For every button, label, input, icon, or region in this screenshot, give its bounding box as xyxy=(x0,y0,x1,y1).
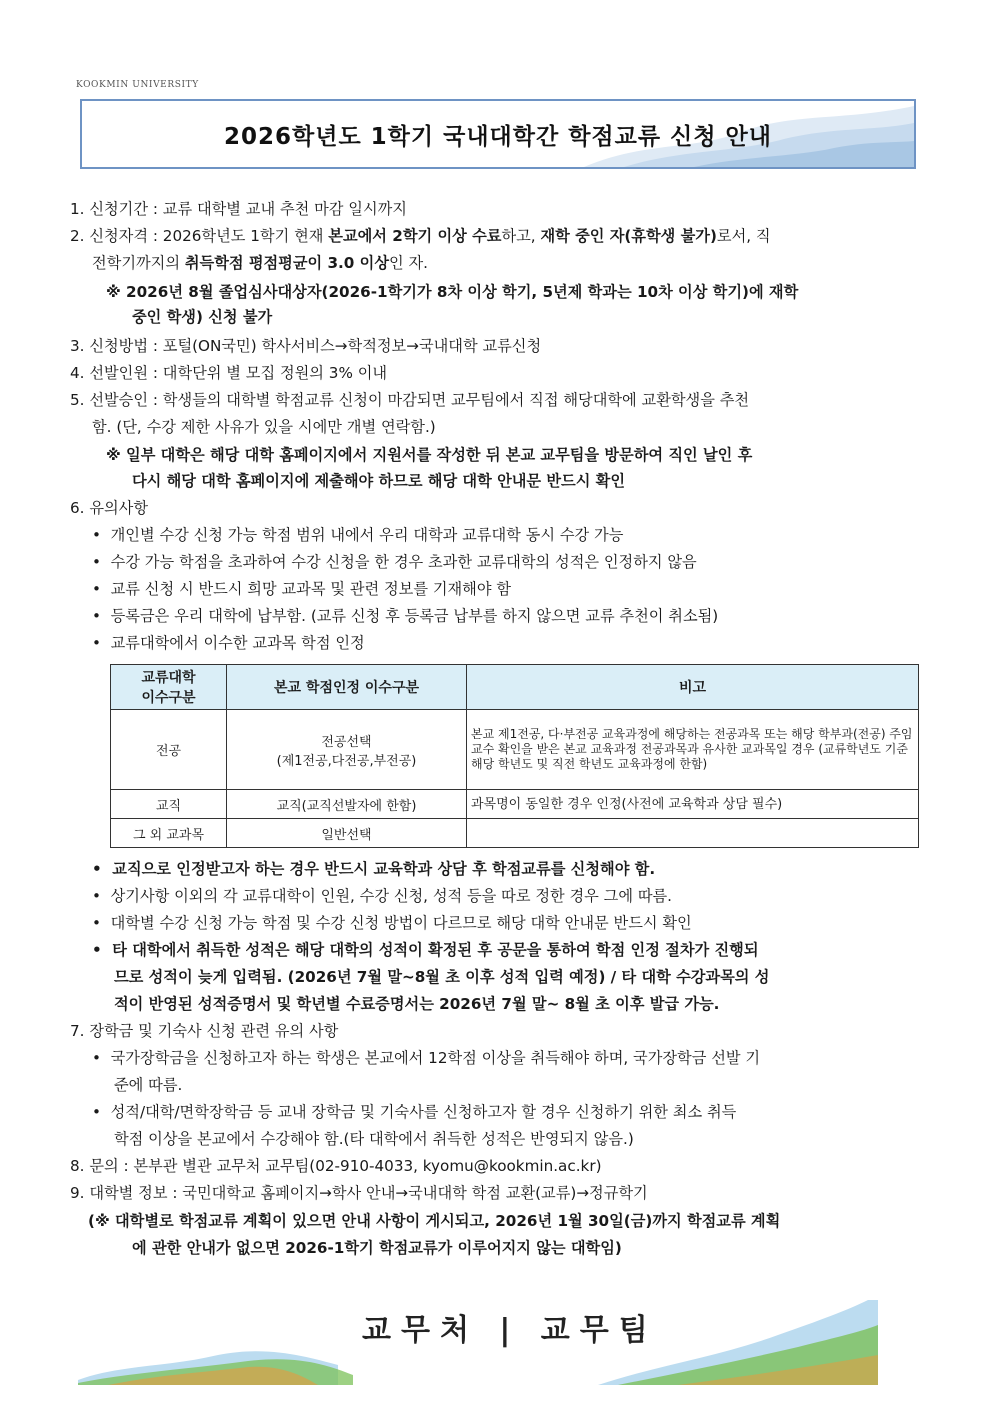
item-method: 3. 신청방법 : 포털(ON국민) 학사서비스→학적정보→국내대학 교류신청 xyxy=(70,337,542,355)
table-cell: 그 외 교과목 xyxy=(111,819,227,848)
note-text-cont: 준에 따름. xyxy=(114,1076,183,1094)
table-cell: 교직(교직선발자에 한함) xyxy=(227,790,467,819)
table-row xyxy=(111,710,919,790)
grade-note-cont: 므로 성적이 늦게 입력됨. (2026년 7월 말~8월 초 이후 성적 입력 예정) / 타 대학 수강과목의 성 xyxy=(114,968,770,986)
table-row xyxy=(111,819,919,848)
note-text: 교직으로 인정받고자 하는 경우 반드시 교육학과 상담 후 학점교류를 신청해야 함. xyxy=(112,860,656,878)
item-approval-cont: 함. (단, 수강 제한 사유가 있을 시에만 개별 연락함.) xyxy=(92,418,436,436)
notes-heading: 6. 유의사항 xyxy=(70,499,149,517)
note-bullet: • 등록금은 우리 대학에 납부함. (교류 신청 후 등록금 납부를 하지 않으면 교류 추천이 취소됨) xyxy=(92,607,719,625)
table-cell: 전공 xyxy=(111,710,227,790)
note-bullet: • 국가장학금을 신청하고자 하는 학생은 본교에서 12학점 이상을 취득해야 하며, 국가장학금 선발 기 xyxy=(92,1049,761,1067)
table-cell: 본교 제1전공, 다·부전공 교육과정에 해당하는 전공과목 또는 해당 학부과(전공) 주임 교수 확인을 받은 본교 교육과정 전공과목과 유사한 교과목일 경우 (교류학년도 기준 해당 학년도 및 직전 학년도 교육과정에 한함) xyxy=(467,710,919,790)
note-bullet: • 타 대학에서 취득한 성적은 해당 대학의 성적이 확정된 후 공문을 통하여 학점 인정 절차가 진행되 xyxy=(92,941,759,959)
item-qualification-cont: 전학기까지의 취득학점 평점평균이 3.0 이상인 자. xyxy=(92,254,429,272)
item-period: 1. 신청기간 : 교류 대학별 교내 추천 마감 일시까지 xyxy=(70,200,407,218)
title-banner xyxy=(80,99,916,169)
note-text: 성적/대학/면학장학금 등 교내 장학금 및 기숙사를 신청하고자 할 경우 신청하기 위한 최소 취득 xyxy=(110,1103,737,1121)
university-logo-text: KOOKMIN UNIVERSITY xyxy=(76,80,199,90)
note-bullet: • 교류 신청 시 반드시 희망 교과목 및 관련 정보를 기재해야 함 xyxy=(92,580,512,598)
table-header-row xyxy=(111,665,919,710)
note-bullet: • 개인별 수강 신청 가능 학점 범위 내에서 우리 대학과 교류대학 동시 수강 가능 xyxy=(92,526,624,544)
item-quota: 4. 선발인원 : 대학단위 별 모집 정원의 3% 이내 xyxy=(70,364,388,382)
credit-recognition-table xyxy=(110,664,919,848)
qualification-note: ※ 2026년 8월 졸업심사대상자(2026-1학기가 8차 이상 학기, 5년제 학과는 10차 이상 학기)에 재학 xyxy=(106,283,799,301)
grade-note: 타 대학에서 취득한 성적은 해당 대학의 성적이 확정된 후 공문을 통하여 학점 인정 절차가 진행되 xyxy=(112,941,759,959)
note-bullet: • 대학별 수강 신청 가능 학점 및 수강 신청 방법이 다르므로 해당 대학 안내문 반드시 확인 xyxy=(92,914,692,932)
note-bullet: • 성적/대학/면학장학금 등 교내 장학금 및 기숙사를 신청하고자 할 경우 신청하기 위한 최소 취득 xyxy=(92,1103,737,1121)
final-note-cont: 에 관한 안내가 없으면 2026-1학기 학점교류가 이루어지지 않는 대학임) xyxy=(132,1239,622,1257)
item-contact: 8. 문의 : 본부관 별관 교무처 교무팀(02-910-4033, kyomu@kookmin.ac.kr) xyxy=(70,1157,602,1175)
note-text: 교류 신청 시 반드시 희망 교과목 및 관련 정보를 기재해야 함 xyxy=(110,580,512,598)
table-cell: 일반선택 xyxy=(227,819,467,848)
approval-note-cont: 다시 해당 대학 홈페이지에 제출해야 하므로 해당 대학 안내문 반드시 확인 xyxy=(132,472,626,490)
final-note: (※ 대학별로 학점교류 계획이 있으면 안내 사항이 게시되고, 2026년 1월 30일(금)까지 학점교류 계획 xyxy=(88,1212,781,1230)
grade-note-cont: 적이 반영된 성적증명서 및 학년별 수료증명서는 2026년 7월 말~ 8월 초 이후 발급 가능. xyxy=(114,995,720,1013)
table-cell: 교직 xyxy=(111,790,227,819)
note-text: 교류대학에서 이수한 교과목 학점 인정 xyxy=(110,634,365,652)
note-text-cont: 학점 이상을 본교에서 수강해야 함.(타 대학에서 취득한 성적은 반영되지 않음.) xyxy=(114,1130,634,1148)
scholarship-heading: 7. 장학금 및 기숙사 신청 관련 유의 사항 xyxy=(70,1022,339,1040)
qualification-note-cont: 중인 학생) 신청 불가 xyxy=(132,308,273,326)
table-row xyxy=(111,790,919,819)
note-text: 국가장학금을 신청하고자 하는 학생은 본교에서 12학점 이상을 취득해야 하며, 국가장학금 선발 기 xyxy=(110,1049,761,1067)
note-text: 등록금은 우리 대학에 납부함. (교류 신청 후 등록금 납부를 하지 않으면 교류 추천이 취소됨) xyxy=(110,607,719,625)
note-bullet: • 상기사항 이외의 각 교류대학이 인원, 수강 신청, 성적 등을 따로 정한 경우 그에 따름. xyxy=(92,887,673,905)
note-bullet: • 교류대학에서 이수한 교과목 학점 인정 xyxy=(92,634,365,652)
item-qualification: 2. 신청자격 : 2026학년도 1학기 현재 본교에서 2학기 이상 수료하고, 재학 중인 자(휴학생 불가)로서, 직 xyxy=(70,227,771,245)
page-title: 2026학년도 1학기 국내대학간 학점교류 신청 안내 xyxy=(224,124,772,150)
approval-note: ※ 일부 대학은 해당 대학 홈페이지에서 지원서를 작성한 뒤 본교 교무팀을 방문하여 직인 날인 후 xyxy=(106,446,753,464)
table-cell xyxy=(467,819,919,848)
item-approval: 5. 선발승인 : 학생들의 대학별 학점교류 신청이 마감되면 교무팀에서 직접 해당대학에 교환학생을 추천 xyxy=(70,391,750,409)
note-bullet: • 수강 가능 학점을 초과하여 수강 신청을 한 경우 초과한 교류대학의 성적은 인정하지 않음 xyxy=(92,553,697,571)
table-header: 교류대학 이수구분 xyxy=(111,665,227,710)
department-name: 교무처 | 교무팀 xyxy=(362,1313,658,1348)
table-cell: 전공선택 (제1전공,다전공,부전공) xyxy=(227,710,467,790)
table-cell: 과목명이 동일한 경우 인정(사전에 교육학과 상담 필수) xyxy=(467,790,919,819)
note-text: 대학별 수강 신청 가능 학점 및 수강 신청 방법이 다르므로 해당 대학 안내문 반드시 확인 xyxy=(110,914,692,932)
note-text: 상기사항 이외의 각 교류대학이 인원, 수강 신청, 성적 등을 따로 정한 경우 그에 따름. xyxy=(110,887,673,905)
item-info: 9. 대학별 정보 : 국민대학교 홈페이지→학사 안내→국내대학 학점 교환(교류)→정규학기 xyxy=(70,1184,648,1202)
note-text: 수강 가능 학점을 초과하여 수강 신청을 한 경우 초과한 교류대학의 성적은 인정하지 않음 xyxy=(110,553,697,571)
note-text: 개인별 수강 신청 가능 학점 범위 내에서 우리 대학과 교류대학 동시 수강 가능 xyxy=(110,526,624,544)
table-header: 비고 xyxy=(467,665,919,710)
note-bullet: • 교직으로 인정받고자 하는 경우 반드시 교육학과 상담 후 학점교류를 신청해야 함. xyxy=(92,860,656,878)
table-header: 본교 학점인정 이수구분 xyxy=(227,665,467,710)
